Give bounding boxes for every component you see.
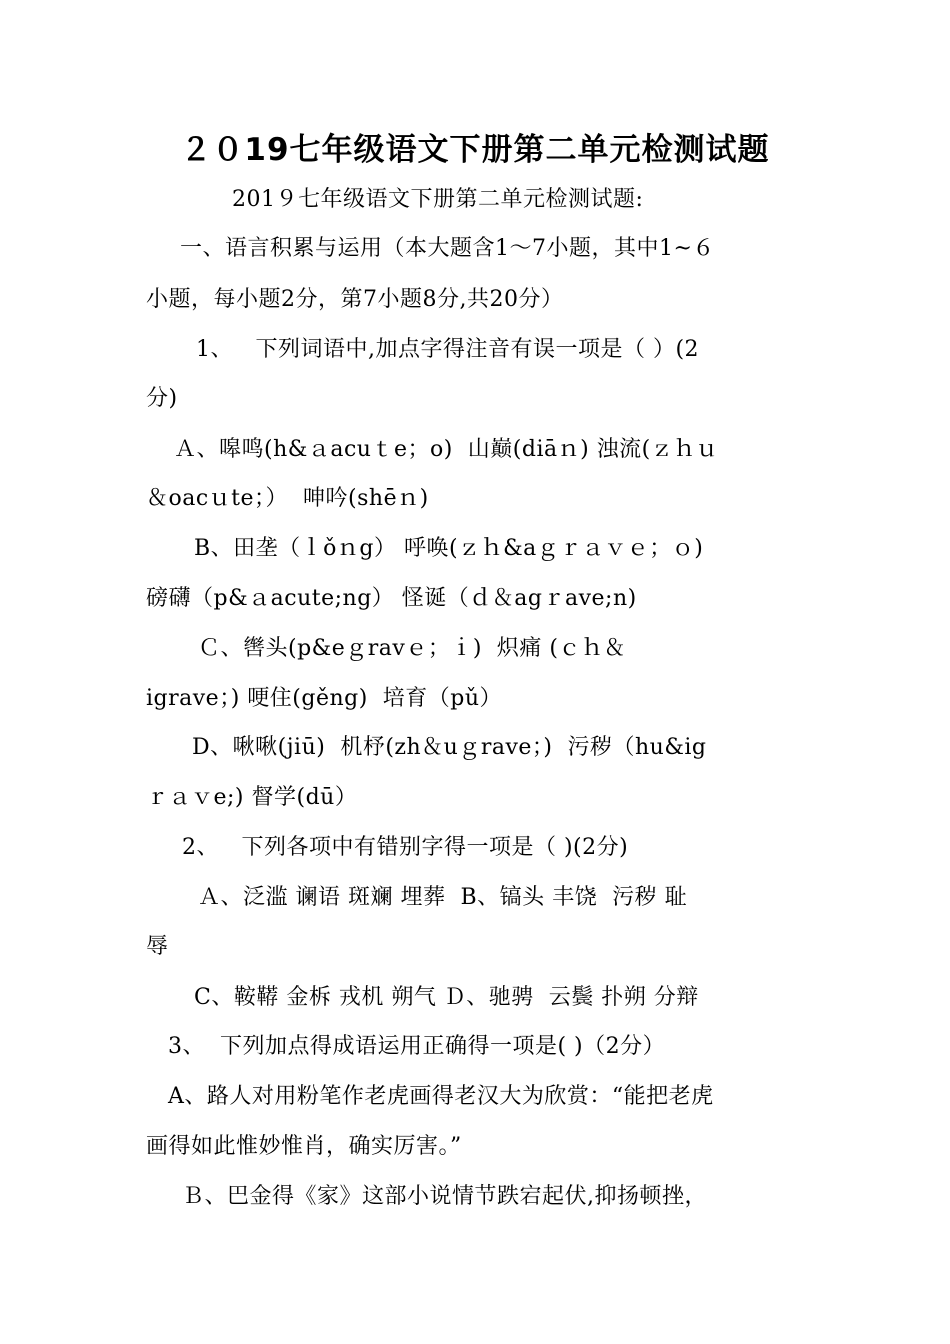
document-title: ２０19七年级语文下册第二单元检测试题: [180, 132, 770, 168]
option-d-line-cont: ｒａｖe;) 督学(dū）: [146, 785, 358, 810]
section-heading-line-cont: 小题，每小题2分，第7小题8分,共20分）: [146, 287, 564, 312]
subtitle-line: 201９七年级语文下册第二单元检测试题:: [232, 187, 644, 212]
option-d-line: D、啾啾(jiū) 机杼(zh＆uｇrave；) 污秽（hu&ig: [192, 735, 707, 760]
q3-option-a-line-cont: 画得如此惟妙惟肖，确实厉害。”: [146, 1134, 462, 1159]
q2-options-cd-line: C、鞍鞯 金柝 戎机 朔气 Ｄ、驰骋 云鬓 扑朔 分辩: [194, 985, 699, 1010]
option-c-line: Ｃ、辔头(p&eｇravｅ；ｉ) 炽痛 (ｃｈ＆: [198, 636, 626, 661]
option-a-line: Ａ、嗥鸣(h&ａacuｔe；o) 山巅(diāｎ) 浊流(ｚｈｕ: [174, 437, 719, 462]
question-1-line: 1、 下列词语中,加点字得注音有误一项是（ ）(2: [196, 337, 700, 362]
q3-option-b-line: Ｂ、巴金得《家》这部小说情节跌宕起伏,抑扬顿挫，: [182, 1184, 707, 1209]
option-c-line-cont: igrave；) 哽住(gěng) 培育（pǔ）: [146, 686, 503, 711]
question-2-line: 2、 下列各项中有错别字得一项是（ )(2分): [182, 835, 629, 860]
option-b-line: B、田垄（ｌǒｎg） 呼唤(ｚｈ&aｇｒａｖｅ；ｏ): [194, 536, 704, 561]
option-a-line-cont: ＆oacｕte；） 呻吟(shēｎ): [146, 486, 429, 511]
q3-option-a-line: A、路人对用粉笔作老虎画得老汉大为欣赏：“能把老虎: [168, 1084, 714, 1109]
question-1-line-cont: 分): [146, 386, 178, 411]
section-heading-line: 一、语言积累与运用（本大题含1～7小题，其中1~６: [180, 236, 715, 261]
q2-options-ab-line-cont: 辱: [146, 934, 169, 959]
question-3-line: 3、 下列加点得成语运用正确得一项是( )（2分）: [168, 1034, 666, 1059]
q2-options-ab-line: Ａ、泛滥 谰语 斑斓 埋葬 B、镐头 丰饶 污秽 耻: [198, 885, 688, 910]
option-b-line-cont: 磅礴（p&ａacute;ng） 怪诞（ｄ＆agｒave;n): [146, 586, 637, 611]
